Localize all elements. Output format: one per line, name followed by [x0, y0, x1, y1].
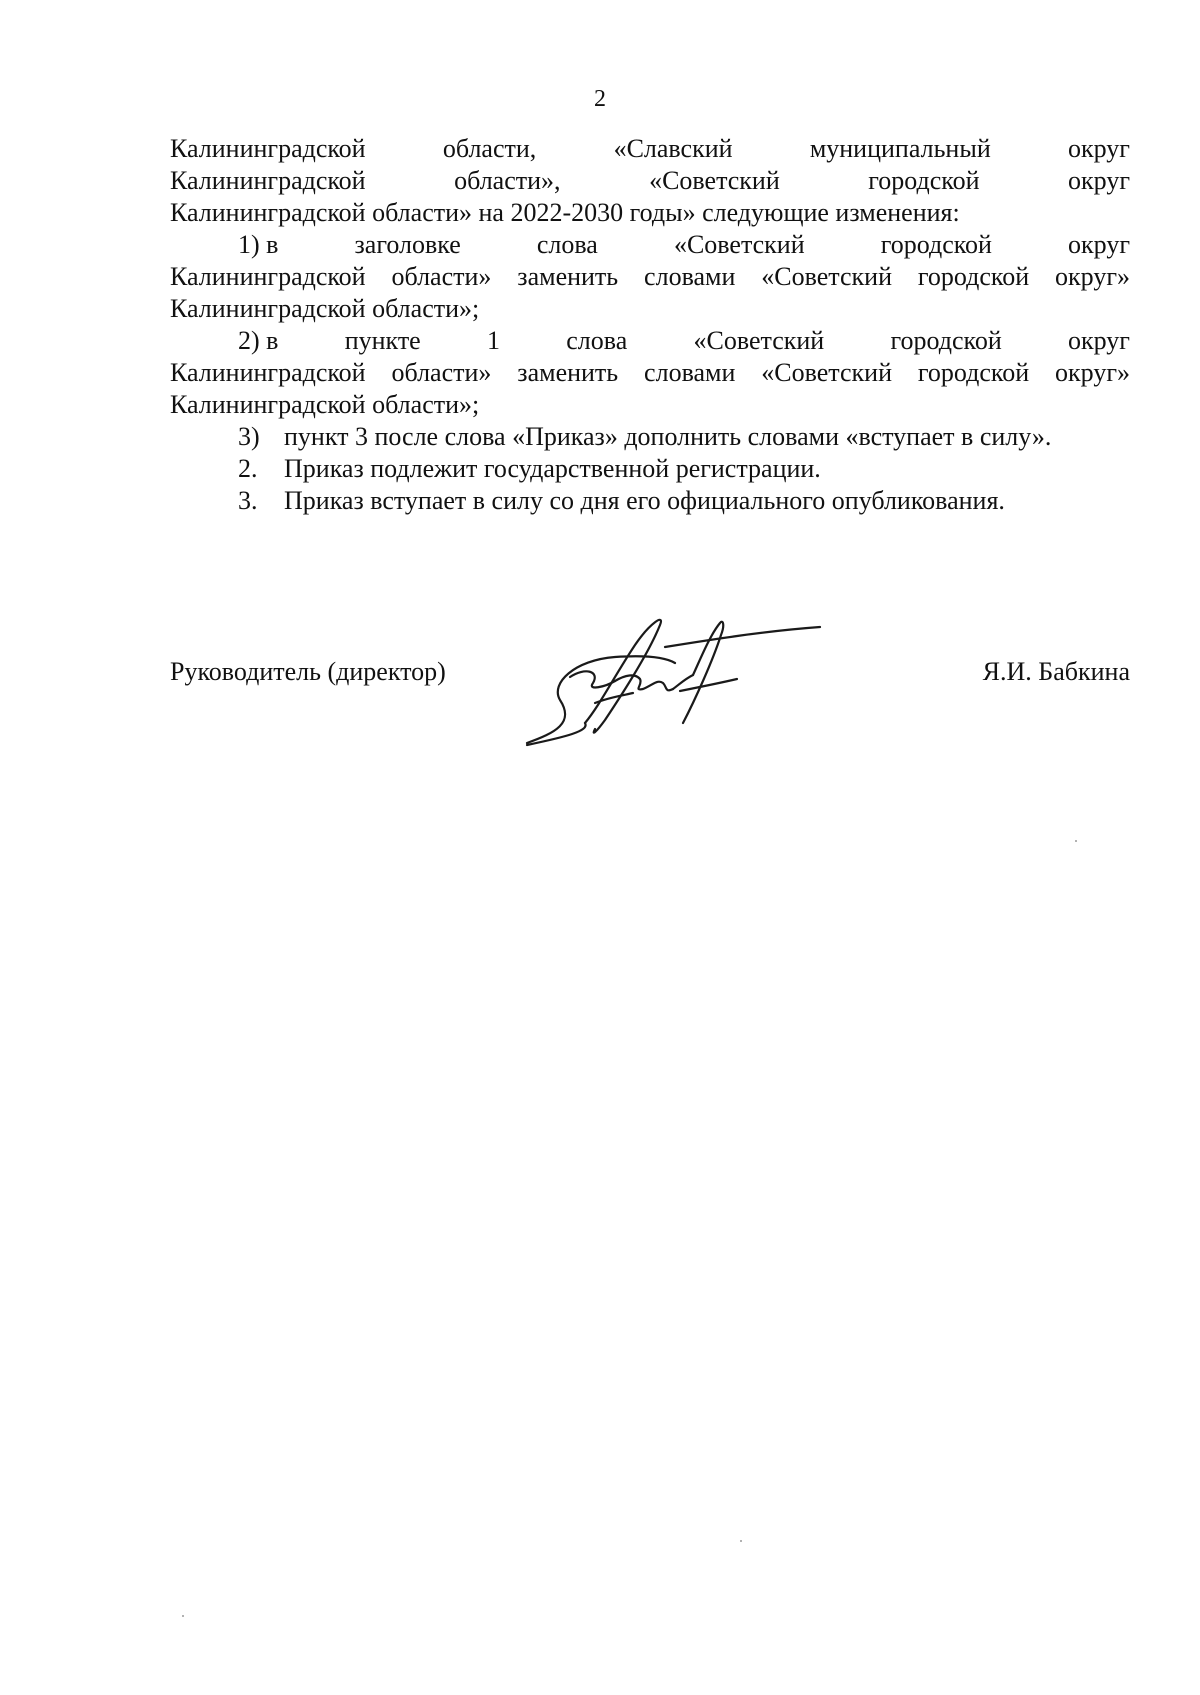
word: округ — [1068, 134, 1130, 163]
word: пункте — [344, 326, 421, 355]
handwritten-signature — [515, 605, 845, 755]
text-line — [170, 197, 1130, 229]
word: 2) в — [238, 326, 279, 355]
line-text: Калининградской области» на 2022-2030 годы» следующие изменения: — [170, 198, 960, 227]
word: 1 — [487, 326, 500, 355]
point-text: Приказ вступает в силу со дня его официального опубликования. — [284, 486, 1005, 515]
text-line — [170, 261, 1130, 293]
signer-position: Руководитель (директор) — [170, 657, 446, 686]
line-text: Калининградской области»; — [170, 390, 480, 419]
word: слова — [536, 230, 598, 259]
word: городской — [880, 230, 992, 259]
word: Калининградской — [170, 134, 366, 163]
word: слова — [566, 326, 628, 355]
word: округ — [1068, 166, 1130, 195]
list-item-2-line — [170, 325, 1130, 357]
word: области», — [454, 166, 561, 195]
word: Калининградской — [170, 166, 366, 195]
text-line — [170, 389, 1130, 421]
word: округ — [1068, 230, 1130, 259]
text-line — [170, 293, 1130, 325]
word: округ — [1068, 326, 1130, 355]
line-text: Калининградской области»; — [170, 294, 480, 323]
text-line — [170, 357, 1130, 389]
word: городской — [890, 326, 1002, 355]
text-line — [170, 165, 1130, 197]
signer-name: Я.И. Бабкина — [982, 657, 1130, 686]
word: «Советский — [673, 230, 805, 259]
text-line — [170, 133, 1130, 165]
point-text: Приказ подлежит государственной регистрации. — [284, 454, 821, 483]
line-text: Калининградской области» заменить словами «Советский городской округ» — [170, 262, 1130, 291]
list-text: пункт 3 после слова «Приказ» дополнить словами «вступает в силу». — [284, 422, 1052, 451]
word: «Славский — [613, 134, 733, 163]
point-number: 2. — [238, 454, 258, 483]
list-item-3 — [170, 421, 1130, 453]
scan-speck — [740, 1540, 742, 1542]
list-number: 3) — [238, 422, 260, 451]
word: муниципальный — [809, 134, 991, 163]
point-number: 3. — [238, 486, 258, 515]
point-3 — [170, 485, 1130, 517]
word: «Советский — [693, 326, 825, 355]
word: 1) в — [238, 230, 279, 259]
scan-speck — [1075, 840, 1077, 842]
scan-speck — [182, 1615, 184, 1617]
word: «Советский — [649, 166, 780, 195]
document-body — [170, 133, 1130, 517]
list-item-1-line — [170, 229, 1130, 261]
word: области, — [442, 134, 537, 163]
point-2 — [170, 453, 1130, 485]
word: заголовке — [354, 230, 461, 259]
page-number: 2 — [594, 86, 606, 112]
line-text: Калининградской области» заменить словами «Советский городской округ» — [170, 358, 1130, 387]
word: городской — [868, 166, 980, 195]
